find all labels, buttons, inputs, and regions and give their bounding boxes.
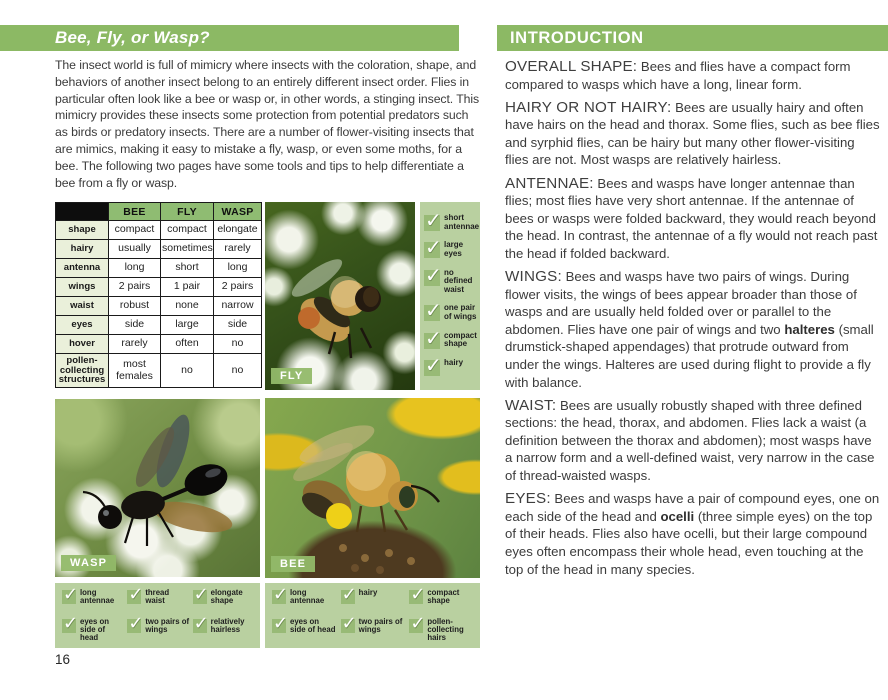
checklist-item: ✓ elongate shape [193, 584, 243, 606]
page-number: 16 [55, 652, 71, 667]
checklist-item: ✓ hairy [425, 354, 464, 377]
checkmark-icon: ✓ [273, 612, 289, 633]
checkmark-icon: ✓ [341, 612, 357, 633]
fly-illustration [265, 202, 415, 390]
section-body: Bees are usually hairy and often have hairs on the head and thorax. Some flies, such as bee flies and syrphid flies, can be hairy but many other flower-visiting flies are not. Most wasps are relatively hairless. [505, 99, 880, 168]
right-header-bar [497, 25, 888, 51]
checkmark-icon: ✓ [425, 300, 442, 323]
checklist-item: ✓ no defined waist [425, 264, 473, 294]
checklist-item: ✓ long antennae [273, 584, 325, 606]
wasp-checklist-panel [55, 583, 260, 648]
checkmark-icon: ✓ [425, 210, 442, 232]
comparison-table [55, 202, 262, 388]
section-antennae [505, 175, 881, 263]
checklist-item: ✓ pollen-collecting hairs [410, 612, 464, 643]
left-header-bar [0, 25, 459, 51]
checkmark-icon: ✓ [193, 584, 209, 604]
section-heading: OVERALL SHAPE: [505, 58, 638, 75]
checklist-item: ✓ two pairs of wings [341, 612, 403, 634]
checklist-item: ✓ eyes on side of head [273, 612, 336, 634]
checklist-item: ✓ long antennae [63, 584, 115, 606]
checklist-item: ✓ eyes on side of head [63, 612, 110, 643]
table-row: eyes side large side [56, 316, 262, 335]
bee-checklist-panel [265, 583, 480, 648]
checkmark-icon: ✓ [63, 612, 79, 633]
page-title: Bee, Fly, or Wasp? [55, 28, 210, 47]
section-body: Bees and wasps have a pair of compound eyes, one on each side of the head and ocelli (three simple eyes) on the top of their heads. Flies also have ocelli, but their large compound eyes often encompass their whole head, even touching at the top of the head in many species. [505, 491, 880, 577]
fly-checklist-panel [420, 202, 480, 390]
chapter-title: INTRODUCTION [510, 28, 644, 47]
table-row: pollen-collecting structures most females no no [56, 354, 262, 388]
checkmark-icon: ✓ [128, 612, 144, 633]
checkmark-icon: ✓ [425, 354, 442, 377]
checklist-item: ✓ two pairs of wings [128, 612, 190, 634]
checklist-item: ✓ compact shape [425, 327, 477, 350]
section-eyes [505, 490, 881, 578]
table-row: wings 2 pairs 1 pair 2 pairs [56, 278, 262, 297]
table-col-fly: FLY [161, 203, 214, 221]
intro-paragraph: The insect world is full of mimicry where insects with the coloration, shape, and behaviors of another insect belong to an entirely different insect order. Flies in particular often look like a bee or wasp or, in other words, a stinging insect. This mimicry provides these insects some protection from potential predators such as birds or predatory insects. There are a number of flower-visiting insects that are mimics, making it easy to mistake a fly, wasp, or even some moths, for a bee. The following two pages have some tools and tips to help differentiate a bee from a fly or wasp. [55, 58, 480, 190]
checkmark-icon: ✓ [273, 584, 289, 604]
table-corner-cell [56, 203, 109, 221]
checklist-item: ✓ short antennae [425, 210, 480, 232]
section-heading: ANTENNAE: [505, 174, 594, 192]
table-row: shape compact compact elongate [56, 221, 262, 240]
checkmark-icon: ✓ [341, 584, 357, 604]
table-col-wasp: WASP [214, 203, 262, 221]
section-body: Bees and wasps have two pairs of wings. During flower visits, the wings of bees appear broader than those of wasps and are usually held folded over or parallel to the abdomen. Flies have one pair of wings and two halteres (small drumstick-shaped appendages) that protrude outward from under the wings. Halteres are used during flight to provide a fly with balance. [505, 269, 874, 390]
section-body: Bees and flies have a compact form compared to wasps which have a long, linear form. [505, 59, 851, 92]
checkmark-icon: ✓ [193, 612, 209, 633]
checkmark-icon: ✓ [425, 237, 442, 260]
section-heading: WINGS: [505, 268, 562, 286]
checkmark-icon: ✓ [425, 264, 442, 287]
table-header-row [56, 203, 262, 221]
section-heading: EYES: [505, 490, 551, 508]
section-waist [505, 397, 881, 485]
bee-photo-label: BEE [271, 556, 315, 572]
checkmark-icon: ✓ [410, 612, 426, 633]
checkmark-icon: ✓ [128, 584, 144, 604]
table-row: antenna long short long [56, 259, 262, 278]
table-col-bee: BEE [109, 203, 161, 221]
section-overall-shape [505, 58, 881, 93]
table-row: hover rarely often no [56, 335, 262, 354]
checkmark-icon: ✓ [410, 584, 426, 604]
checklist-item: ✓ relatively hairless [193, 612, 245, 634]
wasp-photo [55, 399, 260, 577]
table-row: waist robust none narrow [56, 297, 262, 316]
section-body: Bees and wasps have longer antennae than flies; most flies have very short antennae. If the antennae of bees or wasps were folded backward, they would reach beyond the head. In contrast, the antennae of a fly would not reach past the head if folded backward. [505, 175, 878, 261]
checklist-item: ✓ large eyes [425, 237, 464, 260]
wasp-illustration [55, 399, 260, 577]
fly-photo-label: FLY [271, 368, 312, 384]
checklist-item: ✓ compact shape [410, 584, 460, 606]
checklist-item: ✓ one pair of wings [425, 300, 477, 323]
table-row: hairy usually sometimes rarely [56, 240, 262, 259]
section-wings [505, 268, 881, 391]
fly-photo [265, 202, 415, 390]
bee-photo [265, 398, 480, 578]
checkmark-icon: ✓ [63, 584, 79, 604]
checkmark-icon: ✓ [425, 327, 442, 350]
wasp-photo-label: WASP [61, 555, 116, 571]
bee-illustration [265, 398, 480, 578]
section-heading: HAIRY OR NOT HAIRY: [505, 98, 672, 116]
introduction-column [505, 58, 881, 584]
section-heading: WAIST: [505, 396, 557, 414]
checklist-item: ✓ hairy [341, 584, 378, 604]
checklist-item: ✓ thread waist [128, 584, 170, 606]
section-hairy [505, 99, 881, 169]
section-body: Bees are usually robustly shaped with three defined sections: the head, thorax, and abdomen. Flies lack a waist (a definition between the thorax and abdomen); most wasps have a narrow form and a well-defined waist, very narrow in the case of thread-waisted wasps. [505, 397, 875, 484]
